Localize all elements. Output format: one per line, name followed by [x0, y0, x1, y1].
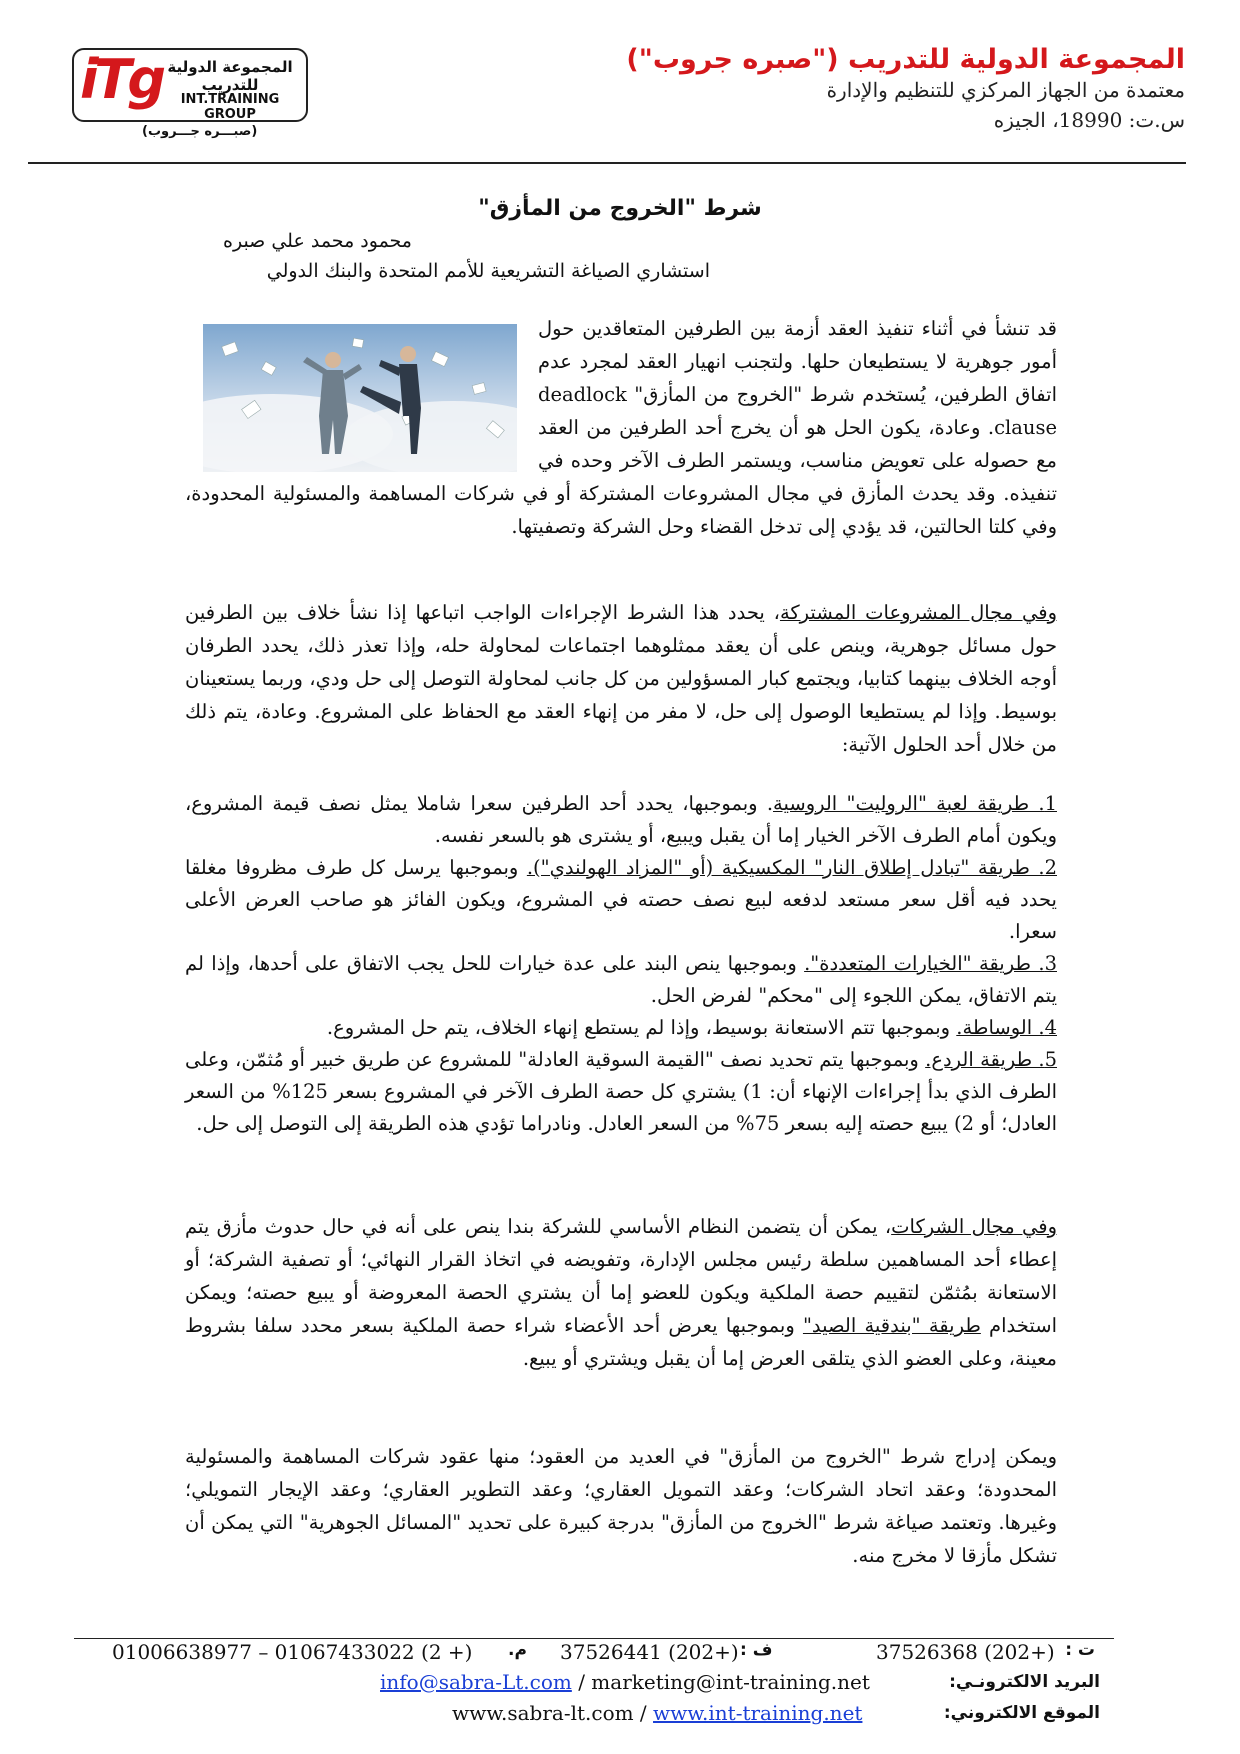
paragraph-conclusion — [185, 1440, 1057, 1572]
phone-number: 37526368 (202+) — [876, 1640, 1055, 1664]
website-link-int-training[interactable]: www.int-training.net — [653, 1701, 863, 1725]
solution-text: . وبموجبها، يحدد أحد الطرفين سعرا شاملا يمثل نصف قيمة المشروع، ويكون أمام الطرف الآخر الخيار إما أن يقبل ويبيع، أو يشترى هو بالسعر نفسه. — [185, 792, 1057, 847]
joint-ventures-heading: وفي مجال المشروعات المشتركة — [779, 601, 1057, 624]
registration-line: س.ت: 18990، الجيزه — [993, 108, 1185, 132]
paragraph-intro-top — [538, 312, 1057, 477]
fax-number: 37526441 (202+) — [560, 1640, 739, 1664]
solution-text: وبموجبها يرسل كل طرف مظروفا مغلقا يحدد فيه أقل سعر مستعد لدفعه لبيع نصف حصته في المشروع، ويكون الفائز هو صاحب العرض الأعلى سعرا. — [185, 856, 1057, 943]
logo-name-arabic: المجموعة الدولية للتدريب — [167, 58, 293, 94]
header-divider — [28, 162, 1186, 164]
solution-title: 2. طريقة "تبادل إطلاق النار" المكسيكية (أو "المزاد الهولندي"). — [526, 856, 1057, 879]
website-sabra: www.sabra-lt.com / — [452, 1701, 647, 1725]
intro-text-continued: تنفيذه. وقد يحدث المأزق في مجال المشروعات المشتركة أو في شركات المساهمة والمسئولية المحدودة، وفي كلتا الحالتين، قد يؤدي إلى تدخل القضاء وحل الشركة وتصفيتها. — [185, 482, 1057, 538]
email-marketing: / marketing@int-training.net — [578, 1670, 870, 1694]
organization-name: المجموعة الدولية للتدريب ("صبره جروب") — [626, 44, 1185, 75]
list-item — [185, 852, 1057, 948]
companies-text-end: وبموجبها يعرض أحد الأعضاء شراء حصة الملكية بسعر محدد سلفا بشروط معينة، وعلى العضو الذي يتلقى العرض إما أن يقبل ويشتري أو يبيع. — [185, 1314, 1057, 1370]
phone-label: ت : — [1065, 1640, 1095, 1660]
shotgun-method-term: طريقة "بندقية الصيد" — [802, 1314, 981, 1337]
list-item — [185, 948, 1057, 1012]
mobile-numbers: 01006638977 – 01067433022 (2 +) — [112, 1640, 473, 1664]
email-addresses — [380, 1670, 870, 1694]
author-name: محمود محمد علي صبره — [223, 230, 412, 252]
paragraph-joint-ventures — [185, 596, 1057, 761]
paragraph-intro-bottom — [185, 477, 1057, 609]
solution-text: وبموجبها يتم تحديد نصف "القيمة السوقية العادلة" للمشروع عن طريق خبير أو مُثمّن، وعلى الطرف الذي بدأ إجراءات الإنهاء أن: 1) يشتري كل حصة الطرف الآخر في المشروع بسعر 125% من السعر العادل؛ أو 2) يبيع حصته إليه بسعر 75% من السعر العادل. ونادراما تؤدي هذه الطريقة إلى التوصل إلى حل. — [185, 1048, 1057, 1135]
companies-text: ، يمكن أن يتضمن النظام الأساسي للشركة بندا ينص على أنه في حال حدوث مأزق يتم إعطاء أحد المساهمين سلطة رئيس مجلس الإدارة، وتفويضه في اتخاذ القرار النهائي؛ أو تصفية الشركة؛ أو الاستعانة بمُثمّن لتقييم حصة الملكية ويكون للعضو إما أن يشتري الحصة المعروضة أو يبيع حصته؛ ويمكن استخدام — [185, 1215, 1057, 1337]
logo-name-english: INT.TRAINING GROUP — [180, 92, 280, 122]
list-item — [185, 788, 1057, 852]
intro-text: قد تنشأ في أثناء تنفيذ العقد أزمة بين الطرفين المتعاقدين حول أمور جوهرية لا يستطيعان حلها. ولتجنب انهيار العقد لمجرد عدم اتفاق الطرفين، يُستخدم شرط "الخروج من المأزق" deadlock clause. وعادة، يكون الحل هو أن يخرج أحد الطرفين من العقد مع حصوله على تعويض مناسب، ويستمر الطرف الآخر وحده في — [538, 317, 1057, 472]
companies-heading: وفي مجال الشركات — [891, 1215, 1057, 1238]
illustration-photo — [203, 324, 517, 472]
solutions-list — [185, 788, 1057, 1140]
solution-title: 4. الوساطة. — [956, 1016, 1057, 1039]
article-title: شرط "الخروج من المأزق" — [478, 196, 762, 221]
website-label: الموقع الالكتروني: — [943, 1703, 1100, 1723]
footer-divider — [74, 1638, 1114, 1639]
logo-mark: iTg — [80, 48, 162, 111]
solution-title: 5. طريقة الردع. — [925, 1048, 1058, 1071]
conclusion-text: ويمكن إدراج شرط "الخروج من المأزق" في العديد من العقود؛ منها عقود شركات المساهمة والمسئولية المحدودة؛ وعقد اتحاد الشركات؛ وعقد التمويل العقاري؛ وعقد التطوير العقاري؛ وعقد الإيجار التمويلي؛ وغيرها. وتعتمد صياغة شرط "الخروج من المأزق" بدرجة كبيرة على تحديد "المسائل الجوهرية" التي يمكن أن تشكل مأزقا لا مخرج منه. — [185, 1445, 1057, 1567]
logo-subtitle: (صبـــره جـــروب) — [142, 124, 258, 139]
list-item — [185, 1044, 1057, 1140]
mobile-label: م. — [508, 1640, 527, 1660]
email-label: البريد الالكترونـي: — [949, 1672, 1100, 1692]
fax-label: ف : — [740, 1640, 773, 1660]
solution-text: وبموجبها تتم الاستعانة بوسيط، وإذا لم يستطع إنهاء الخلاف، يتم حل المشروع. — [326, 1016, 957, 1039]
websites — [452, 1701, 862, 1725]
solution-title: 3. طريقة "الخيارات المتعددة". — [804, 952, 1057, 975]
author-role: استشاري الصياغة التشريعية للأمم المتحدة والبنك الدولي — [266, 260, 710, 282]
email-link-sabra[interactable]: info@sabra-Lt.com — [380, 1670, 572, 1694]
paragraph-companies — [185, 1210, 1057, 1375]
solution-text: وبموجبها ينص البند على عدة خيارات للحل يجب الاتفاق على أحدها، وإذا لم يتم الاتفاق، يمكن اللجوء إلى "محكم" لفرض الحل. — [185, 952, 1057, 1007]
list-item — [185, 1012, 1057, 1044]
joint-ventures-text: ، يحدد هذا الشرط الإجراءات الواجب اتباعها إذا نشأ خلاف بين الطرفين حول مسائل جوهرية، وينص على أن يعقد ممثلوهما اجتماعات لمحاولة حله، وإذا تعذر ذلك، يحدد الطرفان أوجه الخلاف بينهما كتابيا، ويجتمع كبار المسؤولين من كل جانب لمحاولة التوصل إلى حل ودي، وربما يستعينان بوسيط. وإذا لم يستطيعا الوصول إلى حل، لا مفر من إنهاء العقد مع الحفاظ على المشروع. وعادة، يتم ذلك من خلال أحد الحلول الآتية: — [185, 601, 1057, 756]
solution-title: 1. طريقة لعبة "الروليت" الروسية — [773, 792, 1057, 815]
accreditation-line: معتمدة من الجهاز المركزي للتنظيم والإدارة — [826, 78, 1185, 102]
